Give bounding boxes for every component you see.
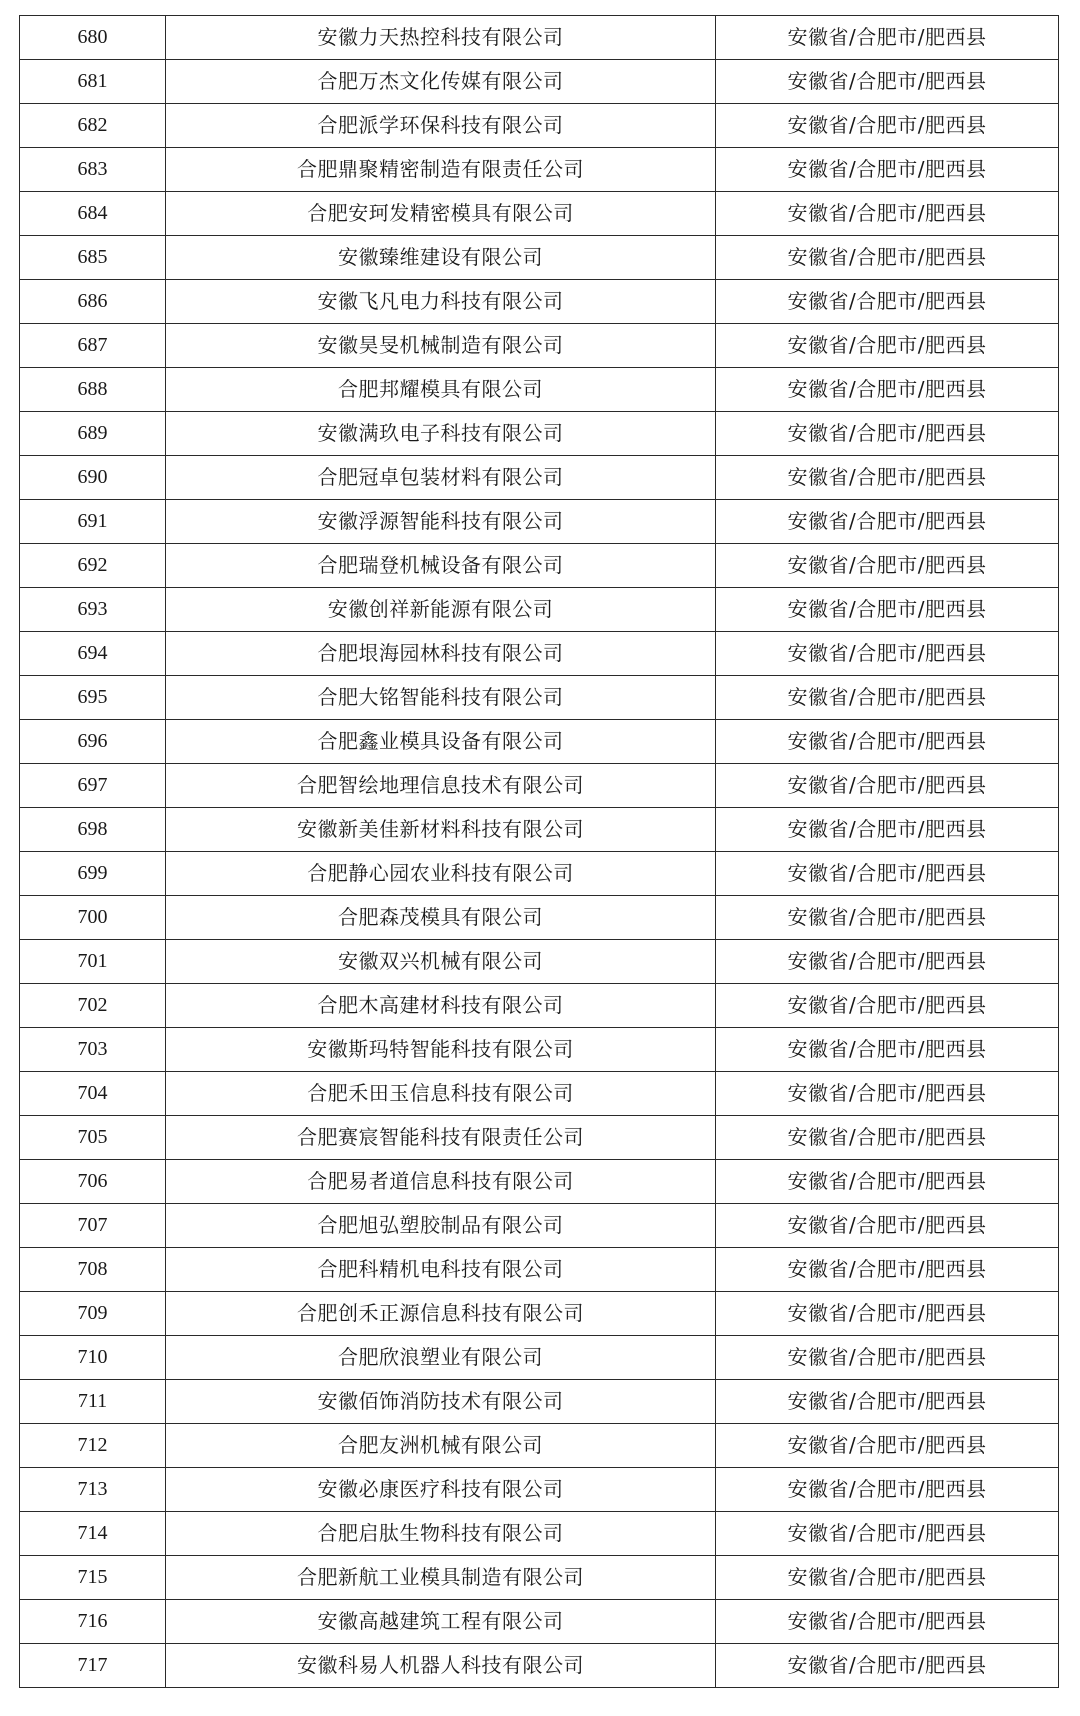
row-number-cell: 684 [20, 192, 166, 236]
company-name-cell: 安徽昊旻机械制造有限公司 [166, 324, 716, 368]
region-cell: 安徽省/合肥市/肥西县 [716, 1160, 1059, 1204]
region-cell: 安徽省/合肥市/肥西县 [716, 16, 1059, 60]
table-row [20, 588, 1059, 632]
company-name-cell: 安徽双兴机械有限公司 [166, 940, 716, 984]
row-number-cell: 685 [20, 236, 166, 280]
row-number-cell: 714 [20, 1512, 166, 1556]
table-row [20, 1160, 1059, 1204]
table-row [20, 720, 1059, 764]
company-name-cell: 合肥旭弘塑胶制品有限公司 [166, 1204, 716, 1248]
company-name-cell: 合肥邦耀模具有限公司 [166, 368, 716, 412]
company-name-cell: 安徽创祥新能源有限公司 [166, 588, 716, 632]
table-row [20, 1644, 1059, 1688]
region-cell: 安徽省/合肥市/肥西县 [716, 280, 1059, 324]
region-cell: 安徽省/合肥市/肥西县 [716, 500, 1059, 544]
row-number-cell: 710 [20, 1336, 166, 1380]
company-name-cell: 合肥冠卓包装材料有限公司 [166, 456, 716, 500]
table-row [20, 148, 1059, 192]
table-row [20, 456, 1059, 500]
row-number-cell: 699 [20, 852, 166, 896]
table-row [20, 280, 1059, 324]
table-row [20, 1512, 1059, 1556]
company-name-cell: 合肥安珂发精密模具有限公司 [166, 192, 716, 236]
company-name-cell: 安徽满玖电子科技有限公司 [166, 412, 716, 456]
company-name-cell: 合肥大铭智能科技有限公司 [166, 676, 716, 720]
company-name-cell: 安徽臻维建设有限公司 [166, 236, 716, 280]
row-number-cell: 692 [20, 544, 166, 588]
company-name-cell: 合肥静心园农业科技有限公司 [166, 852, 716, 896]
table-row [20, 676, 1059, 720]
row-number-cell: 697 [20, 764, 166, 808]
table-row [20, 1336, 1059, 1380]
table-row [20, 632, 1059, 676]
region-cell: 安徽省/合肥市/肥西县 [716, 1380, 1059, 1424]
row-number-cell: 717 [20, 1644, 166, 1688]
table-row [20, 544, 1059, 588]
table-row [20, 852, 1059, 896]
region-cell: 安徽省/合肥市/肥西县 [716, 1204, 1059, 1248]
company-name-cell: 安徽高越建筑工程有限公司 [166, 1600, 716, 1644]
region-cell: 安徽省/合肥市/肥西县 [716, 236, 1059, 280]
company-name-cell: 合肥万杰文化传媒有限公司 [166, 60, 716, 104]
company-name-cell: 合肥创禾正源信息科技有限公司 [166, 1292, 716, 1336]
region-cell: 安徽省/合肥市/肥西县 [716, 456, 1059, 500]
region-cell: 安徽省/合肥市/肥西县 [716, 632, 1059, 676]
row-number-cell: 700 [20, 896, 166, 940]
company-name-cell: 合肥垠海园林科技有限公司 [166, 632, 716, 676]
row-number-cell: 683 [20, 148, 166, 192]
region-cell: 安徽省/合肥市/肥西县 [716, 676, 1059, 720]
company-name-cell: 合肥科精机电科技有限公司 [166, 1248, 716, 1292]
region-cell: 安徽省/合肥市/肥西县 [716, 852, 1059, 896]
company-name-cell: 合肥瑞登机械设备有限公司 [166, 544, 716, 588]
region-cell: 安徽省/合肥市/肥西县 [716, 324, 1059, 368]
company-name-cell: 安徽飞凡电力科技有限公司 [166, 280, 716, 324]
row-number-cell: 698 [20, 808, 166, 852]
region-cell: 安徽省/合肥市/肥西县 [716, 1468, 1059, 1512]
region-cell: 安徽省/合肥市/肥西县 [716, 896, 1059, 940]
region-cell: 安徽省/合肥市/肥西县 [716, 412, 1059, 456]
company-name-cell: 合肥智绘地理信息技术有限公司 [166, 764, 716, 808]
table-row [20, 1600, 1059, 1644]
row-number-cell: 708 [20, 1248, 166, 1292]
company-name-cell: 合肥派学环保科技有限公司 [166, 104, 716, 148]
table-row [20, 500, 1059, 544]
row-number-cell: 680 [20, 16, 166, 60]
region-cell: 安徽省/合肥市/肥西县 [716, 1292, 1059, 1336]
table-row [20, 1204, 1059, 1248]
company-name-cell: 安徽力天热控科技有限公司 [166, 16, 716, 60]
table-row [20, 764, 1059, 808]
company-name-cell: 合肥森茂模具有限公司 [166, 896, 716, 940]
company-name-cell: 安徽新美佳新材料科技有限公司 [166, 808, 716, 852]
region-cell: 安徽省/合肥市/肥西县 [716, 764, 1059, 808]
company-list-table [19, 15, 1059, 1688]
row-number-cell: 704 [20, 1072, 166, 1116]
region-cell: 安徽省/合肥市/肥西县 [716, 984, 1059, 1028]
company-name-cell: 合肥木高建材科技有限公司 [166, 984, 716, 1028]
region-cell: 安徽省/合肥市/肥西县 [716, 1512, 1059, 1556]
row-number-cell: 709 [20, 1292, 166, 1336]
company-name-cell: 合肥友洲机械有限公司 [166, 1424, 716, 1468]
company-name-cell: 合肥欣浪塑业有限公司 [166, 1336, 716, 1380]
region-cell: 安徽省/合肥市/肥西县 [716, 1424, 1059, 1468]
row-number-cell: 706 [20, 1160, 166, 1204]
table-row [20, 192, 1059, 236]
region-cell: 安徽省/合肥市/肥西县 [716, 588, 1059, 632]
row-number-cell: 702 [20, 984, 166, 1028]
company-name-cell: 安徽斯玛特智能科技有限公司 [166, 1028, 716, 1072]
table-body [20, 16, 1059, 1688]
table-row [20, 324, 1059, 368]
row-number-cell: 703 [20, 1028, 166, 1072]
table-row [20, 1292, 1059, 1336]
row-number-cell: 712 [20, 1424, 166, 1468]
row-number-cell: 705 [20, 1116, 166, 1160]
region-cell: 安徽省/合肥市/肥西县 [716, 104, 1059, 148]
row-number-cell: 715 [20, 1556, 166, 1600]
row-number-cell: 695 [20, 676, 166, 720]
row-number-cell: 691 [20, 500, 166, 544]
table-row [20, 1380, 1059, 1424]
table-row [20, 1424, 1059, 1468]
table-row [20, 1028, 1059, 1072]
row-number-cell: 688 [20, 368, 166, 412]
region-cell: 安徽省/合肥市/肥西县 [716, 1028, 1059, 1072]
company-name-cell: 安徽科易人机器人科技有限公司 [166, 1644, 716, 1688]
row-number-cell: 696 [20, 720, 166, 764]
company-name-cell: 合肥禾田玉信息科技有限公司 [166, 1072, 716, 1116]
table-row [20, 1468, 1059, 1512]
region-cell: 安徽省/合肥市/肥西县 [716, 1600, 1059, 1644]
region-cell: 安徽省/合肥市/肥西县 [716, 1072, 1059, 1116]
table-row [20, 940, 1059, 984]
region-cell: 安徽省/合肥市/肥西县 [716, 808, 1059, 852]
company-name-cell: 安徽浮源智能科技有限公司 [166, 500, 716, 544]
row-number-cell: 707 [20, 1204, 166, 1248]
region-cell: 安徽省/合肥市/肥西县 [716, 544, 1059, 588]
company-name-cell: 合肥启肽生物科技有限公司 [166, 1512, 716, 1556]
company-name-cell: 安徽佰饰消防技术有限公司 [166, 1380, 716, 1424]
company-name-cell: 合肥易者道信息科技有限公司 [166, 1160, 716, 1204]
company-name-cell: 安徽必康医疗科技有限公司 [166, 1468, 716, 1512]
region-cell: 安徽省/合肥市/肥西县 [716, 1336, 1059, 1380]
region-cell: 安徽省/合肥市/肥西县 [716, 60, 1059, 104]
region-cell: 安徽省/合肥市/肥西县 [716, 1116, 1059, 1160]
table-row [20, 104, 1059, 148]
region-cell: 安徽省/合肥市/肥西县 [716, 1556, 1059, 1600]
table-row [20, 236, 1059, 280]
region-cell: 安徽省/合肥市/肥西县 [716, 940, 1059, 984]
company-name-cell: 合肥新航工业模具制造有限公司 [166, 1556, 716, 1600]
row-number-cell: 690 [20, 456, 166, 500]
table-row [20, 60, 1059, 104]
row-number-cell: 681 [20, 60, 166, 104]
table-row [20, 1072, 1059, 1116]
region-cell: 安徽省/合肥市/肥西县 [716, 1248, 1059, 1292]
table-row [20, 984, 1059, 1028]
region-cell: 安徽省/合肥市/肥西县 [716, 1644, 1059, 1688]
company-name-cell: 合肥鑫业模具设备有限公司 [166, 720, 716, 764]
region-cell: 安徽省/合肥市/肥西县 [716, 368, 1059, 412]
company-name-cell: 合肥鼎聚精密制造有限责任公司 [166, 148, 716, 192]
table-row [20, 412, 1059, 456]
row-number-cell: 687 [20, 324, 166, 368]
row-number-cell: 693 [20, 588, 166, 632]
row-number-cell: 686 [20, 280, 166, 324]
table-row [20, 1556, 1059, 1600]
row-number-cell: 711 [20, 1380, 166, 1424]
row-number-cell: 682 [20, 104, 166, 148]
row-number-cell: 694 [20, 632, 166, 676]
row-number-cell: 716 [20, 1600, 166, 1644]
region-cell: 安徽省/合肥市/肥西县 [716, 720, 1059, 764]
table-row [20, 368, 1059, 412]
company-name-cell: 合肥赛宸智能科技有限责任公司 [166, 1116, 716, 1160]
row-number-cell: 713 [20, 1468, 166, 1512]
region-cell: 安徽省/合肥市/肥西县 [716, 192, 1059, 236]
row-number-cell: 689 [20, 412, 166, 456]
table-row [20, 808, 1059, 852]
table-row [20, 1248, 1059, 1292]
table-row [20, 896, 1059, 940]
table-row [20, 1116, 1059, 1160]
table-row [20, 16, 1059, 60]
region-cell: 安徽省/合肥市/肥西县 [716, 148, 1059, 192]
row-number-cell: 701 [20, 940, 166, 984]
